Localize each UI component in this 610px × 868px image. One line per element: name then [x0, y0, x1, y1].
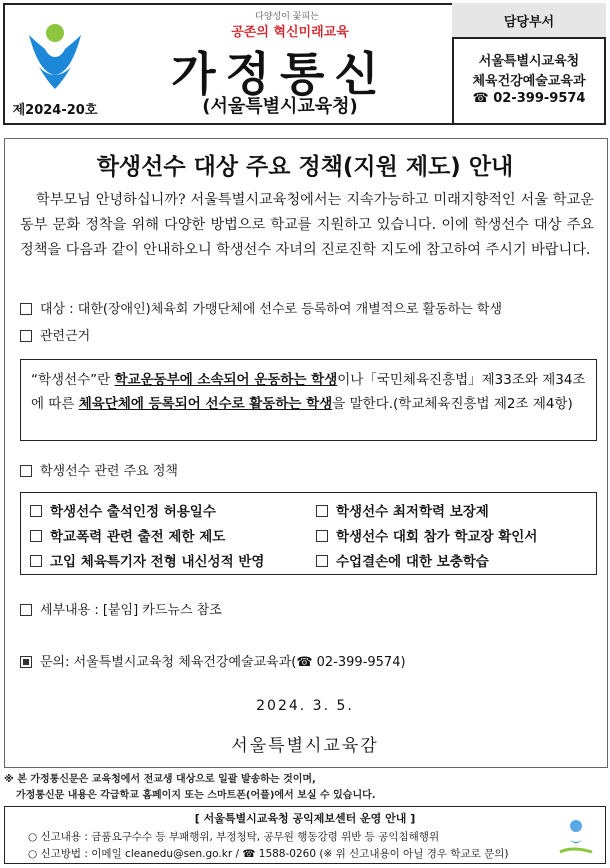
slogan-small: 다양성이 꽃피는: [255, 12, 319, 22]
checkbox-icon: [20, 465, 32, 477]
policy-item: [30, 550, 264, 570]
notice-title: 학생선수 대상 주요 정책(지원 제도) 안내: [96, 154, 514, 180]
checkbox-icon: [316, 505, 328, 517]
filled-checkbox-icon: [20, 656, 32, 668]
inquiry-item: [20, 651, 580, 670]
policy-item-label: 학생선수 최저학력 보장제: [336, 504, 489, 520]
report-center-title: [ 서울특별시교육청 공익제보센터 운영 안내 ]: [194, 812, 416, 825]
checkbox-icon: [30, 530, 42, 542]
policy-item-label: 고입 체육특기자 전형 내신성적 반영: [50, 554, 265, 570]
policy-item-label: 학생선수 대회 참가 학교장 확인서: [336, 529, 538, 545]
checkbox-icon: [20, 303, 32, 315]
checkbox-icon: [20, 604, 32, 616]
definition-box: [20, 359, 597, 441]
policy-heading-text: 학생선수 관련 주요 정책: [40, 464, 178, 479]
footer-note-line2: 가정통신문 내용은 각급학교 홈페이지 또는 스마트폰(어플)에서 보실 수 있습니다.: [16, 790, 376, 801]
policy-item: [30, 525, 225, 545]
basis-text: 관련근거: [40, 329, 91, 344]
checkbox-icon: [20, 330, 32, 342]
slogan-large: 공존의 혁신미래교육: [231, 25, 349, 40]
notice-intro: 학부모님 안녕하십니까? 서울특별시교육청에서는 지속가능하고 미래지향적인 서울 학교운동부 문화 정착을 위해 다양한 방법으로 학교를 지원하고 있습니다. 이에 학생선수 대상 주요 정책을 다음과 같이 안내하오니 학생선수 자녀의 진로진학 지도에 참고하여 주시기 바랍니다.: [20, 192, 594, 258]
header-logo-cell: [3, 3, 107, 125]
policy-item: [316, 550, 489, 570]
definition-part: 이나「국민체육진흥법」제33조와 제34조에 따른: [31, 372, 586, 412]
policy-item-label: 수업결손에 대한 보충학습: [336, 554, 489, 570]
details-text: 세부내용 : [붙임] 카드뉴스 참조: [40, 603, 222, 618]
checkbox-icon: [30, 505, 42, 517]
department-phone: [452, 91, 606, 106]
inquiry-text: 문의: 서울특별시교육청 체육건강예술교육과(☎ 02-399-9574): [40, 655, 406, 670]
report-content: ○ 신고내용 : 금품요구수수 등 부패행위, 부정청탁, 공무원 행동강령 위반 등 공익침해행위: [28, 831, 440, 843]
policy-item: [316, 500, 489, 520]
target-text: 대상 : 대한(장애인)체육회 가맹단체에 선수로 등록하여 개별적으로 활동하는 학생: [40, 302, 502, 317]
definition-emphasis: 체육단체에 등록되어 선수로 활동하는 학생: [78, 396, 333, 412]
notice-date: 2024. 3. 5.: [256, 698, 354, 714]
department-header: [452, 3, 606, 39]
report-method: ○ 신고방법 : 이메일 cleanedu@sen.go.kr / ☎ 1588-0260 (※ 위 신고내용이 아닐 경우 학교로 문의): [28, 848, 509, 860]
page-title: 가정통신: [171, 47, 389, 101]
definition-part: “학생선수”란: [31, 372, 115, 388]
issue-number: 제2024-20호: [12, 103, 98, 118]
definition-part: 을 말한다.(학교체육진흥법 제2조 제4항): [332, 396, 573, 412]
department-division: 체육건강예술교육과: [472, 74, 586, 89]
basis-item: [20, 325, 320, 344]
department-phone-number: 02-399-9574: [493, 91, 586, 106]
department-name: 서울특별시교육청: [478, 54, 580, 69]
page-subtitle: (서울특별시교육청): [202, 96, 358, 117]
policy-item: [316, 525, 537, 545]
department-label: 담당부서: [503, 15, 555, 30]
phone-icon: ☎: [472, 91, 489, 106]
seoul-education-logo: [5, 15, 105, 101]
policy-item: [30, 500, 216, 520]
checkbox-icon: [30, 555, 42, 567]
mascot-logo-icon: [552, 812, 600, 860]
target-item: [20, 298, 600, 317]
checkbox-icon: [316, 555, 328, 567]
details-item: [20, 599, 420, 618]
checkbox-icon: [316, 530, 328, 542]
signature: 서울특별시교육감: [231, 736, 379, 756]
definition-emphasis: 학교운동부에 소속되어 운동하는 학생: [114, 372, 338, 388]
definition-text: [21, 360, 596, 416]
policy-heading: [20, 460, 320, 479]
policy-item-label: 학생선수 출석인정 허용일수: [50, 504, 216, 520]
footer-note-line1: ※ 본 가정통신문은 교육청에서 전교생 대상으로 일괄 발송하는 것이며,: [4, 774, 316, 785]
policy-item-label: 학교폭력 관련 출전 제한 제도: [50, 529, 226, 545]
